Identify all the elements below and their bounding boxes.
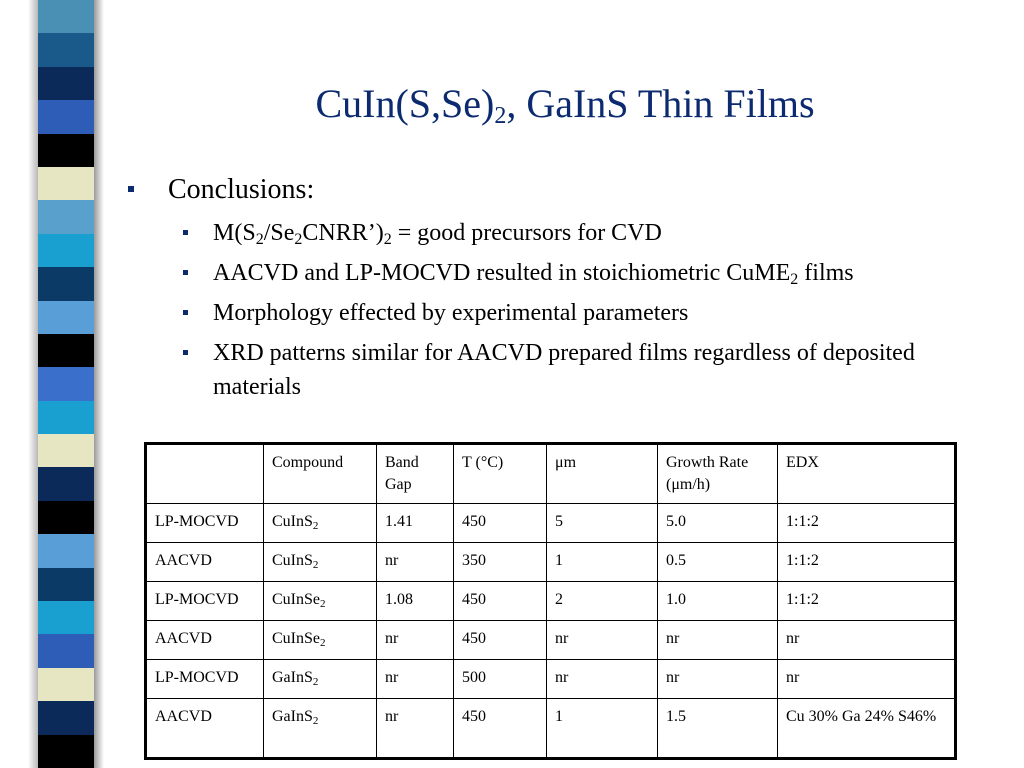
table-row: [146, 660, 956, 699]
stripe-segment: [38, 634, 94, 667]
table-row: [146, 543, 956, 582]
temp-cell: 450: [454, 699, 547, 759]
header-cell: T (°C): [454, 444, 547, 504]
header-cell: [146, 444, 264, 504]
band-gap-cell: nr: [377, 660, 454, 699]
stripe-segment: [38, 234, 94, 267]
subscript: 2: [294, 231, 303, 248]
bullet-morphology: [128, 296, 998, 330]
stripe-segment: [38, 267, 94, 300]
method-cell: LP-MOCVD: [146, 504, 264, 543]
conclusions-heading: Conclusions:: [168, 174, 315, 205]
band-gap-cell: 1.08: [377, 582, 454, 621]
subscript: 2: [255, 231, 264, 248]
stripe-segment: [38, 100, 94, 133]
table-row: [146, 504, 956, 543]
bullet-text: /Se: [263, 220, 295, 246]
compound-text: GaInS: [272, 708, 313, 725]
bullet-text: XRD patterns similar for AACVD prepared films regardless of deposited materials: [213, 340, 915, 400]
edx-cell: nr: [778, 660, 956, 699]
bullet-text: CNRR’): [302, 220, 384, 246]
bullet-marker: [183, 270, 188, 275]
compound-text: GaInS: [272, 669, 313, 686]
rate-cell: nr: [658, 660, 778, 699]
stripe-segment: [38, 568, 94, 601]
bullet-list: [128, 170, 998, 404]
thickness-cell: nr: [547, 621, 658, 660]
stripe-segment: [38, 67, 94, 100]
stripe-segment: [38, 301, 94, 334]
bullet-text: = good precursors for CVD: [391, 220, 662, 246]
bullet-marker: [183, 350, 188, 355]
header-cell: Growth Rate (μm/h): [658, 444, 778, 504]
slide-title: [120, 80, 1010, 128]
stripe-segment: [38, 534, 94, 567]
bullet-text: Morphology effected by experimental parameters: [213, 300, 689, 326]
stripe-segment: [38, 501, 94, 534]
stripe-segment: [38, 334, 94, 367]
stripe-segment: [38, 668, 94, 701]
compound-cell: [264, 543, 377, 582]
title-main: CuIn(S,Se): [315, 81, 495, 126]
stripe-segment: [38, 434, 94, 467]
subscript: 2: [312, 676, 319, 688]
thickness-cell: 1: [547, 543, 658, 582]
stripe-segment: [38, 701, 94, 734]
method-cell: LP-MOCVD: [146, 582, 264, 621]
stripe-segment: [38, 735, 94, 768]
compound-text: CuInS: [272, 552, 313, 569]
stripe-segment: [38, 167, 94, 200]
bullet-text: M(S: [213, 220, 256, 246]
temp-cell: 450: [454, 504, 547, 543]
compound-cell: [264, 582, 377, 621]
stripe-segment: [38, 33, 94, 66]
edx-cell: nr: [778, 621, 956, 660]
rate-cell: 1.0: [658, 582, 778, 621]
decorative-stripe: [0, 0, 118, 768]
compound-cell: [264, 660, 377, 699]
thickness-cell: 2: [547, 582, 658, 621]
subscript: 2: [383, 231, 392, 248]
stripe-segment: [38, 467, 94, 500]
compound-cell: [264, 699, 377, 759]
bullet-marker: [128, 186, 134, 192]
subscript: 2: [320, 637, 326, 649]
bullet-marker: [183, 230, 188, 235]
title-subscript: 2: [494, 103, 507, 129]
bullet-text: films: [798, 260, 854, 286]
method-cell: LP-MOCVD: [146, 660, 264, 699]
subscript: 2: [790, 271, 799, 288]
bullet-stoichiometric: [128, 256, 998, 290]
band-gap-cell: nr: [377, 621, 454, 660]
header-cell: EDX: [778, 444, 956, 504]
subscript: 2: [312, 520, 319, 532]
thickness-cell: 5: [547, 504, 658, 543]
temp-cell: 500: [454, 660, 547, 699]
results-table: [144, 442, 957, 760]
rate-cell: 0.5: [658, 543, 778, 582]
method-cell: AACVD: [146, 621, 264, 660]
bullet-marker: [183, 310, 188, 315]
rate-cell: 1.5: [658, 699, 778, 759]
header-cell: μm: [547, 444, 658, 504]
header-cell: Band Gap: [377, 444, 454, 504]
subscript: 2: [320, 598, 326, 610]
table-row: [146, 582, 956, 621]
table-header-row: [146, 444, 956, 504]
rate-cell: 5.0: [658, 504, 778, 543]
stripe-shadow: [94, 0, 104, 768]
subscript: 2: [312, 559, 319, 571]
title-rest: , GaInS Thin Films: [506, 81, 815, 126]
stripe-strip: [38, 0, 94, 768]
subscript: 2: [312, 715, 319, 727]
table-row: [146, 699, 956, 759]
compound-cell: [264, 504, 377, 543]
temp-cell: 350: [454, 543, 547, 582]
compound-text: CuInSe: [272, 591, 320, 608]
edx-cell: 1:1:2: [778, 504, 956, 543]
heading-bullet: [128, 170, 998, 210]
thickness-cell: 1: [547, 699, 658, 759]
thickness-cell: nr: [547, 660, 658, 699]
band-gap-cell: nr: [377, 543, 454, 582]
temp-cell: 450: [454, 582, 547, 621]
bullet-text: AACVD and LP-MOCVD resulted in stoichiometric CuME: [213, 260, 791, 286]
stripe-segment: [38, 401, 94, 434]
band-gap-cell: nr: [377, 699, 454, 759]
edx-cell: Cu 30% Ga 24% S46%: [778, 699, 956, 759]
compound-cell: [264, 621, 377, 660]
compound-text: CuInS: [272, 513, 313, 530]
bullet-xrd: [128, 336, 998, 404]
bullet-precursors: [128, 216, 998, 250]
stripe-segment: [38, 0, 94, 33]
band-gap-cell: 1.41: [377, 504, 454, 543]
stripe-segment: [38, 134, 94, 167]
table-row: [146, 621, 956, 660]
compound-text: CuInSe: [272, 630, 320, 647]
method-cell: AACVD: [146, 699, 264, 759]
stripe-shadow-left: [28, 0, 38, 768]
stripe-segment: [38, 367, 94, 400]
edx-cell: 1:1:2: [778, 543, 956, 582]
stripe-segment: [38, 601, 94, 634]
stripe-segment: [38, 200, 94, 233]
method-cell: AACVD: [146, 543, 264, 582]
rate-cell: nr: [658, 621, 778, 660]
header-cell: Compound: [264, 444, 377, 504]
edx-cell: 1:1:2: [778, 582, 956, 621]
temp-cell: 450: [454, 621, 547, 660]
